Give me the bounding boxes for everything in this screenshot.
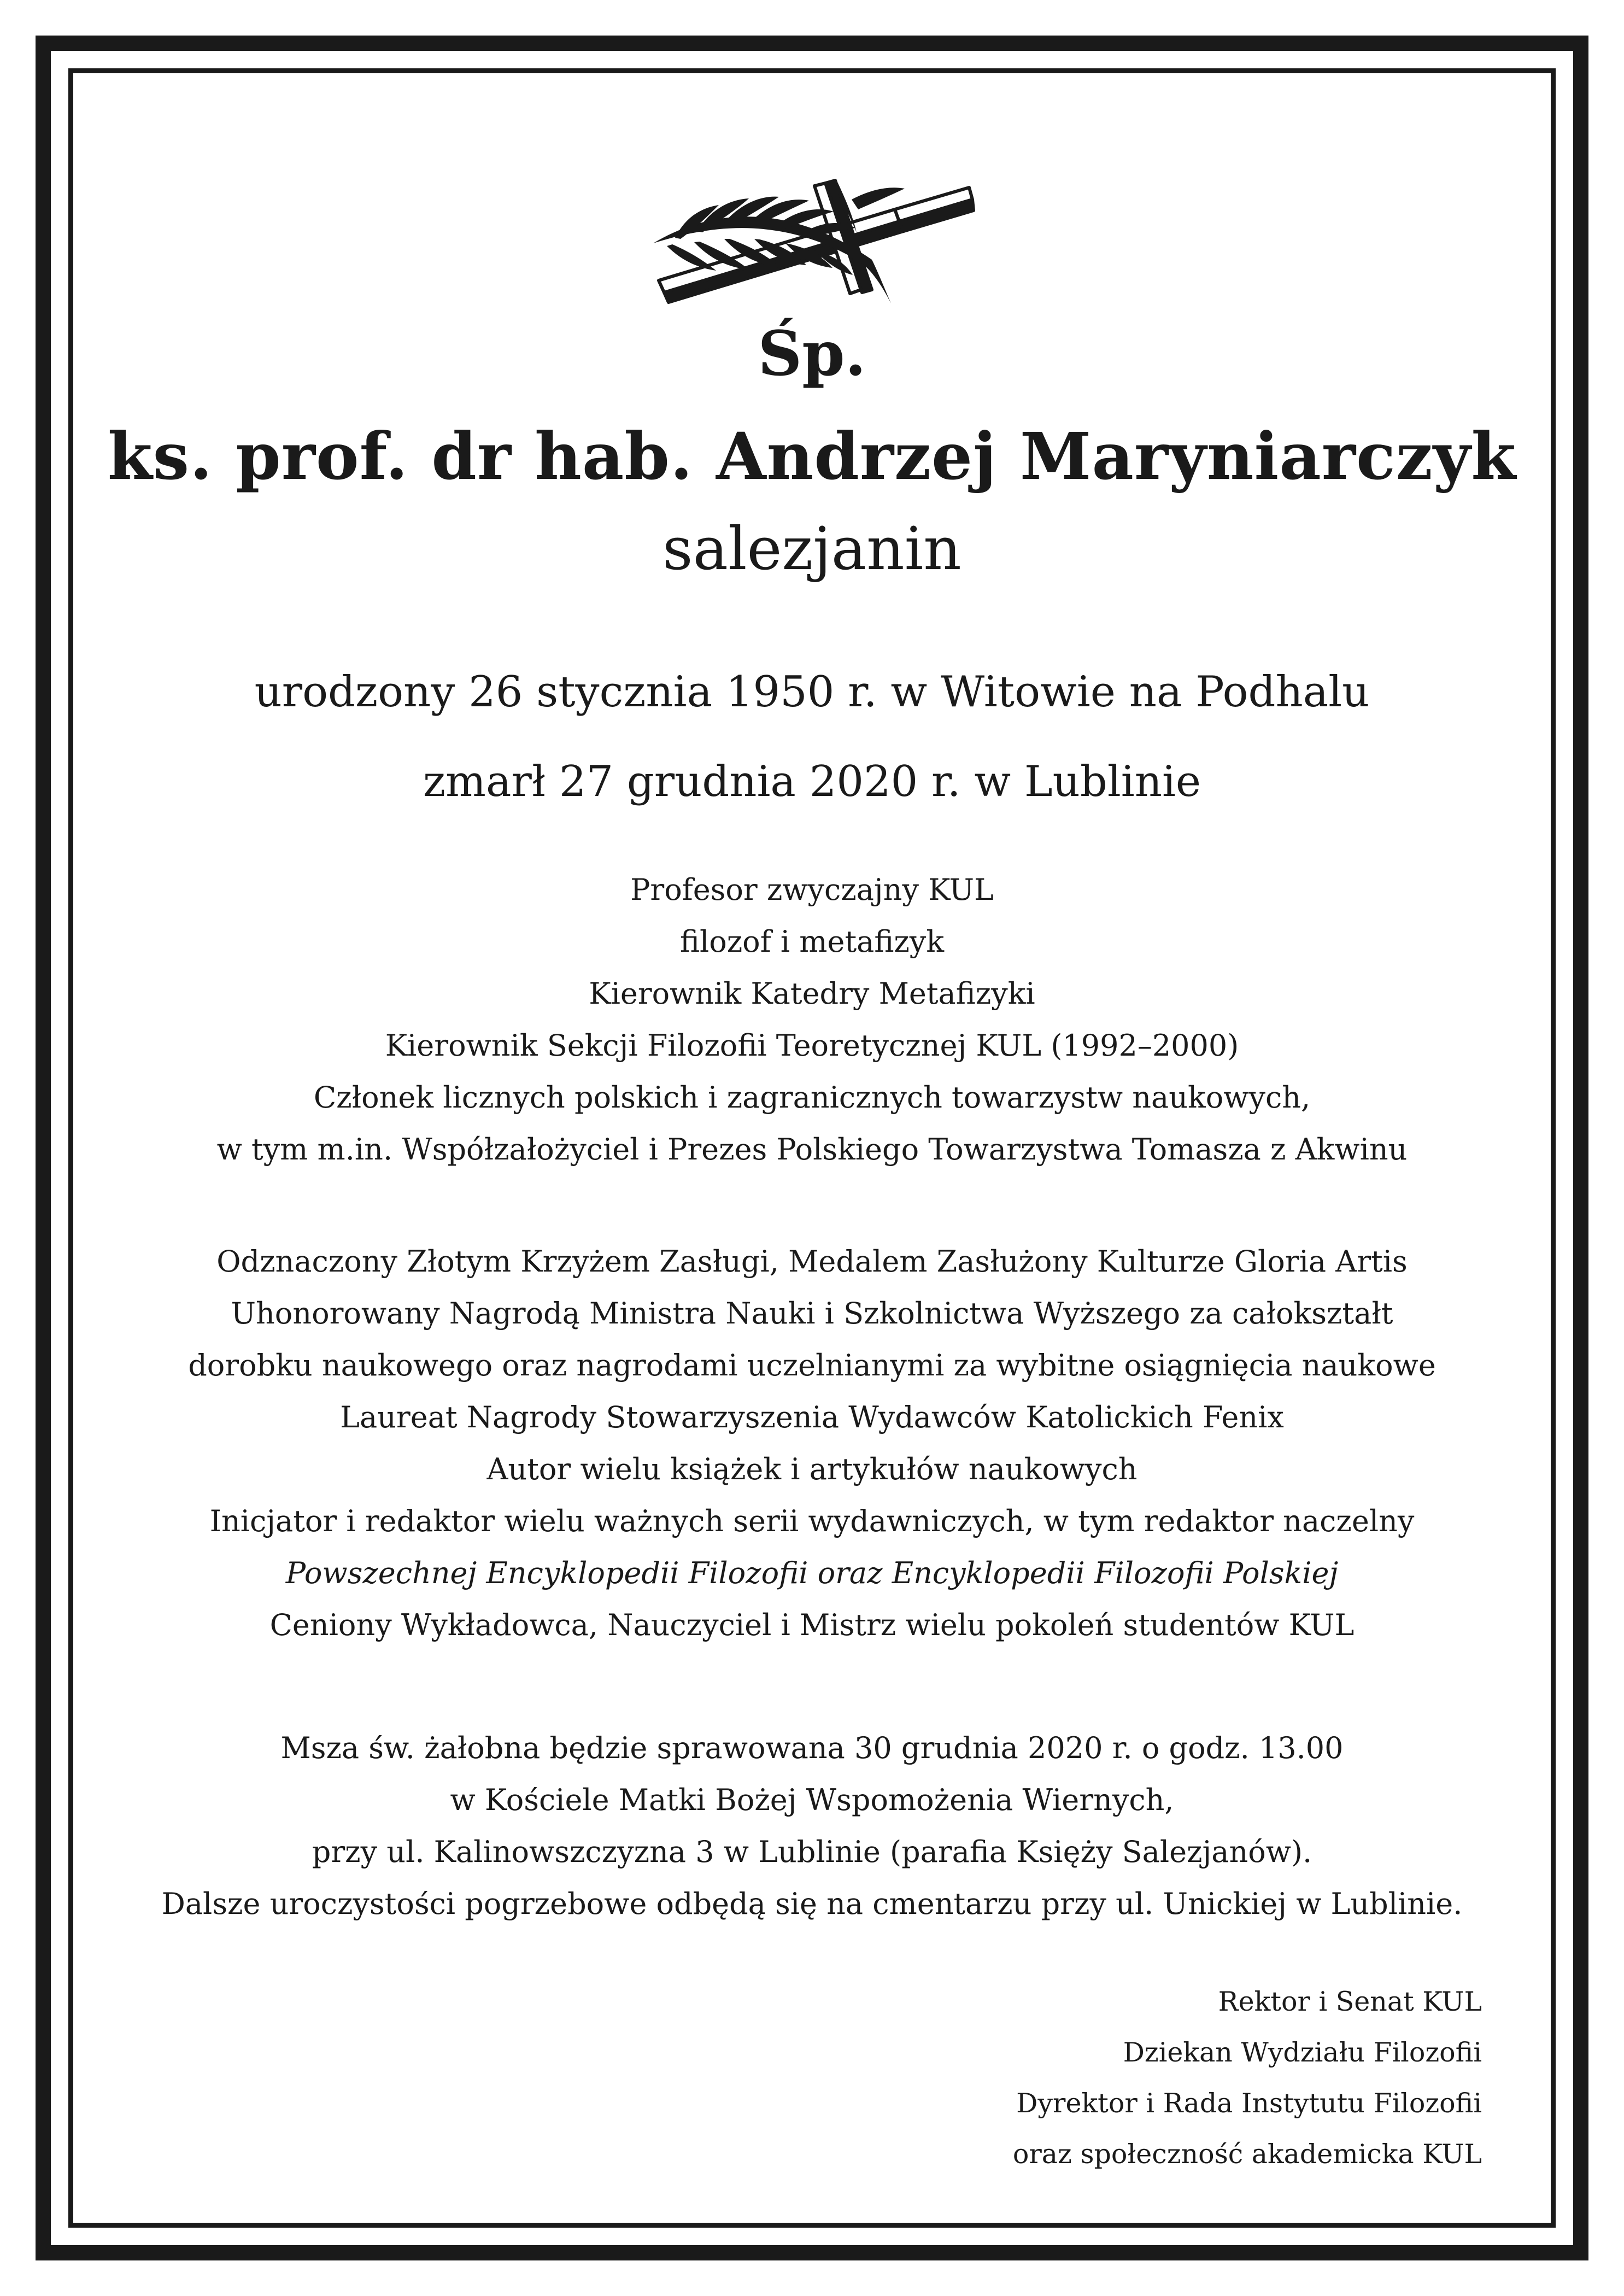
career-line: Profesor zwyczajny KUL (630, 872, 994, 907)
honors-section (0, 1235, 1624, 1651)
funeral-line: w Kościele Matki Bożej Wspomożenia Wiernych, (450, 1783, 1174, 1817)
honors-line: Autor wielu książek i artykułów naukowych (486, 1452, 1138, 1486)
funeral-line: Msza św. żałobna będzie sprawowana 30 grudnia 2020 r. o godz. 13.00 (280, 1731, 1344, 1765)
signatory-line: Dyrektor i Rada Instytutu Filozofii (1016, 2088, 1482, 2119)
signatory-line: Dziekan Wydziału Filozofii (1123, 2037, 1482, 2068)
sp-abbreviation: Śp. (758, 318, 866, 390)
deceased-name: ks. prof. dr hab. Andrzej Maryniarczyk (107, 418, 1517, 494)
honors-line: Ceniony Wykładowca, Nauczyciel i Mistrz wielu pokoleń studentów KUL (269, 1608, 1355, 1642)
religious-order: salezjanin (663, 515, 961, 583)
death-date-line: zmarł 27 grudnia 2020 r. w Lublinie (423, 757, 1201, 806)
honors-line: Uhonorowany Nagrodą Ministra Nauki i Szkolnictwa Wyższego za całokształt (231, 1296, 1393, 1331)
funeral-line: Dalsze uroczystości pogrzebowe odbędą się na cmentarzu przy ul. Unickiej w Lublinie. (161, 1887, 1463, 1921)
career-line: w tym m.in. Współzałożyciel i Prezes Polskiego Towarzystwa Tomasza z Akwinu (216, 1132, 1408, 1167)
birth-date-line: urodzony 26 stycznia 1950 r. w Witowie na Podhalu (254, 667, 1370, 717)
honors-line: Inicjator i redaktor wielu ważnych serii wydawniczych, w tym redaktor naczelny (209, 1504, 1415, 1538)
honors-line: Laureat Nagrody Stowarzyszenia Wydawców Katolickich Fenix (340, 1400, 1284, 1434)
career-line: Kierownik Katedry Metafizyki (589, 976, 1035, 1011)
signatories-section (1013, 1976, 1482, 2180)
encyclopedia-titles: Powszechnej Encyklopedii Filozofii oraz Encyklopedii Filozofii Polskiej (285, 1556, 1339, 1590)
funeral-section (0, 1722, 1624, 1930)
career-section (0, 864, 1624, 1175)
career-line: Członek licznych polskich i zagranicznych towarzystw naukowych, (313, 1080, 1311, 1115)
career-line: filozof i metafizyk (679, 924, 945, 959)
career-line: Kierownik Sekcji Filozofii Teoretycznej KUL (1992–2000) (385, 1028, 1239, 1063)
honors-line: Odznaczony Złotym Krzyżem Zasługi, Medalem Zasłużony Kulturze Gloria Artis (216, 1244, 1408, 1279)
signatory-line: oraz społeczność akademicka KUL (1012, 2139, 1482, 2170)
funeral-line: przy ul. Kalinowszczyzna 3 w Lublinie (parafia Księży Salezjanów). (312, 1835, 1312, 1869)
cross-with-palm-branch-icon (642, 178, 976, 312)
signatory-line: Rektor i Senat KUL (1218, 1986, 1482, 2017)
honors-line: dorobku naukowego oraz nagrodami uczelnianymi za wybitne osiągnięcia naukowe (188, 1348, 1436, 1383)
